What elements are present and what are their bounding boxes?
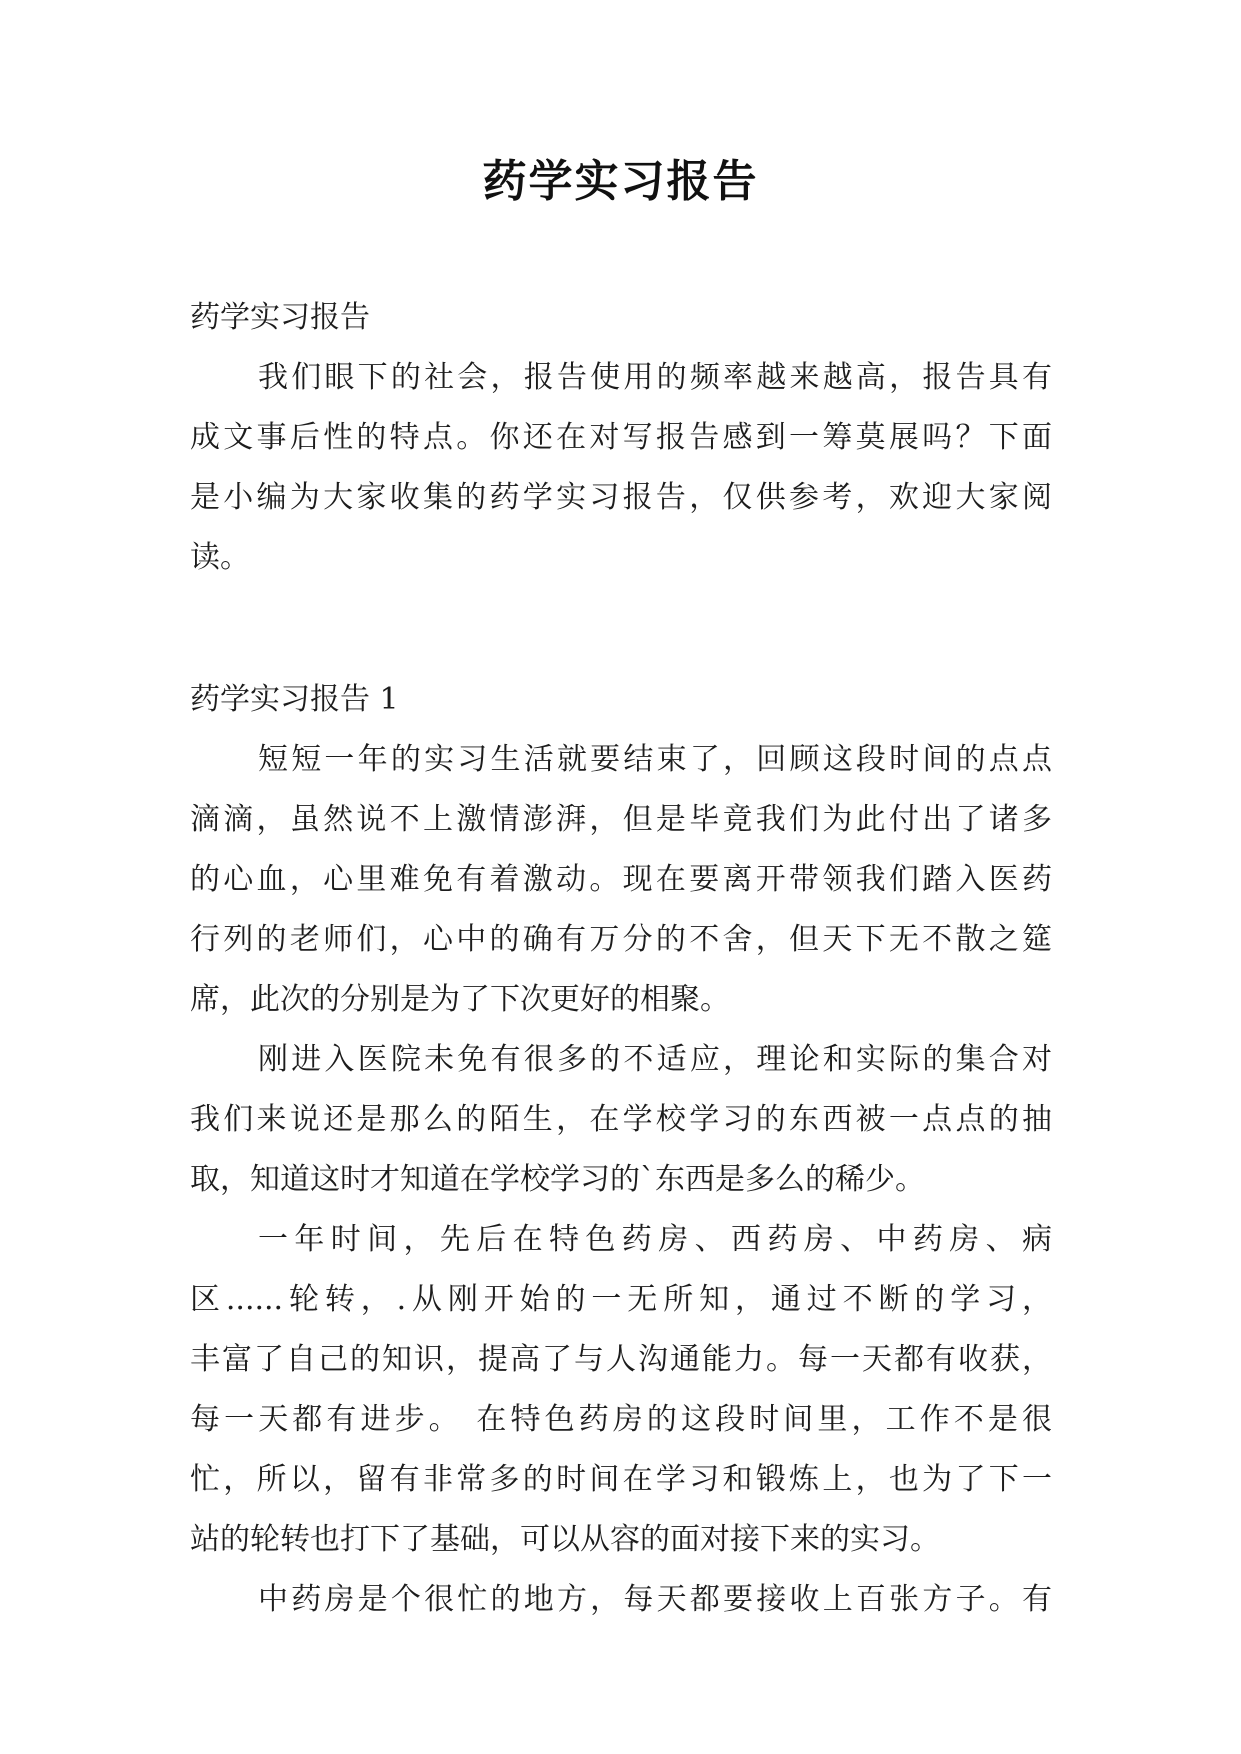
paragraph-line: 丰富了自己的知识，提高了与人沟通能力。每一天都有收获，	[190, 1342, 1052, 1377]
paragraph-1	[190, 730, 1052, 1030]
paragraph-line: 行列的老师们，心中的确有万分的不舍，但天下无不散之筵	[190, 922, 1052, 957]
paragraph-line: 中药房是个很忙的地方，每天都要接收上百张方子。有	[258, 1582, 1052, 1617]
paragraph-line: 区......轮转，.从刚开始的一无所知，通过不断的学习，	[190, 1282, 1052, 1317]
document-body	[190, 288, 1052, 1630]
paragraph-line: 站的轮转也打下了基础，可以从容的面对接下来的实习。	[190, 1522, 940, 1557]
paragraph-line: 成文事后性的特点。你还在对写报告感到一筹莫展吗？下面	[190, 420, 1052, 455]
section-spacer	[190, 588, 1052, 670]
paragraph-line: 是小编为大家收集的药学实习报告，仅供参考，欢迎大家阅	[190, 480, 1052, 515]
paragraph-line: 忙，所以，留有非常多的时间在学习和锻炼上，也为了下一	[190, 1462, 1052, 1497]
paragraph-line: 滴滴，虽然说不上激情澎湃，但是毕竟我们为此付出了诸多	[190, 802, 1052, 837]
paragraph-line: 每一天都有进步。 在特色药房的这段时间里，工作不是很	[190, 1402, 1052, 1437]
paragraph-line: 读。	[190, 540, 250, 575]
paragraph-line: 我们眼下的社会，报告使用的频率越来越高，报告具有	[258, 360, 1052, 395]
paragraph-4	[190, 1570, 1052, 1630]
paragraph-line: 席，此次的分别是为了下次更好的相聚。	[190, 982, 730, 1017]
paragraph-line: 短短一年的实习生活就要结束了，回顾这段时间的点点	[258, 742, 1052, 777]
paragraph-2	[190, 1030, 1052, 1210]
document-title: 药学实习报告	[482, 156, 759, 207]
paragraph-3	[190, 1210, 1052, 1570]
paragraph-line: 一年时间，先后在特色药房、西药房、中药房、病	[258, 1222, 1052, 1257]
intro-heading: 药学实习报告	[190, 300, 370, 335]
paragraph-line: 取，知道这时才知道在学校学习的`东西是多么的稀少。	[190, 1162, 925, 1197]
section-heading: 药学实习报告 1	[190, 682, 399, 717]
paragraph-line: 刚进入医院未免有很多的不适应，理论和实际的集合对	[258, 1042, 1052, 1077]
paragraph-line: 的心血，心里难免有着激动。现在要离开带领我们踏入医药	[190, 862, 1052, 897]
intro-paragraph	[190, 348, 1052, 588]
paragraph-line: 我们来说还是那么的陌生，在学校学习的东西被一点点的抽	[190, 1102, 1052, 1137]
